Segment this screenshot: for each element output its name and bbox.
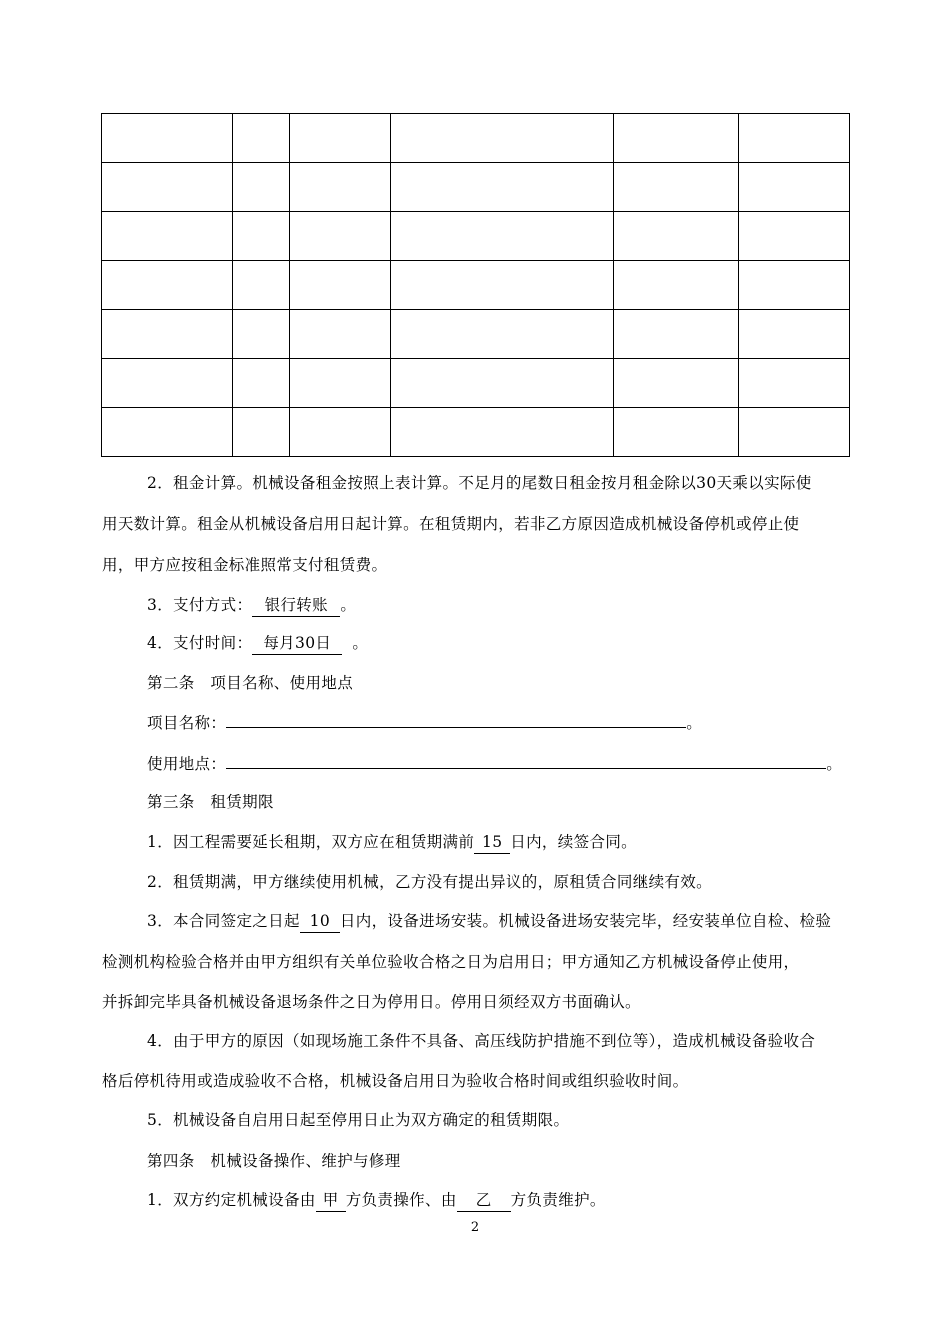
table-cell xyxy=(739,310,850,359)
table-cell xyxy=(102,114,233,163)
article3-item3-post: 日内，设备进场安装。机械设备进场安装完毕，经安装单位自检、检验 xyxy=(339,912,832,930)
article4-item1-mid: 方负责操作、由 xyxy=(345,1191,457,1209)
article3-item5: 5．机械设备自启用日起至停用日止为双方确定的租赁期限。 xyxy=(147,1111,570,1129)
table-cell xyxy=(290,408,391,457)
payment-method xyxy=(102,585,850,627)
table-row xyxy=(102,408,850,457)
table-cell xyxy=(290,310,391,359)
article3-item1 xyxy=(102,822,850,864)
table-cell xyxy=(290,114,391,163)
article3-item3-line1 xyxy=(102,901,850,943)
use-location-blank xyxy=(226,746,826,769)
article3-item4-line2: 格后停机待用或造成验收不合格，机械设备启用日为验收合格时间或组织验收时间。 xyxy=(102,1072,689,1090)
article4-item1 xyxy=(102,1180,850,1222)
article3-item4-line1: 4．由于甲方的原因（如现场施工条件不具备、高压线防护措施不到位等），造成机械设备验收合 xyxy=(147,1032,816,1050)
table-cell xyxy=(614,359,739,408)
payment-time-value: 每月30日 xyxy=(252,632,342,655)
table-cell xyxy=(290,261,391,310)
table-cell xyxy=(739,408,850,457)
table-row xyxy=(102,359,850,408)
article2-heading: 第二条 项目名称、使用地点 xyxy=(147,674,354,692)
payment-time-label: 4．支付时间： xyxy=(147,634,253,652)
table-cell xyxy=(102,163,233,212)
article3-item2: 2．租赁期满，甲方继续使用机械，乙方没有提出异议的，原租赁合同继续有效。 xyxy=(147,873,712,891)
install-days-value: 10 xyxy=(300,910,340,933)
payment-method-end: 。 xyxy=(340,596,357,614)
table-cell xyxy=(391,163,614,212)
table-cell xyxy=(614,114,739,163)
article3-item3-line3: 并拆卸完毕具备机械设备退场条件之日为停用日。停用日须经双方书面确认。 xyxy=(102,993,641,1011)
table-cell xyxy=(739,212,850,261)
article4-heading: 第四条 机械设备操作、维护与修理 xyxy=(147,1152,401,1170)
table-row xyxy=(102,163,850,212)
table-cell xyxy=(391,261,614,310)
table-cell xyxy=(739,114,850,163)
table-cell xyxy=(614,212,739,261)
clause2-line1: 2．租金计算。机械设备租金按照上表计算。不足月的尾数日租金按月租金除以30天乘以实际使 xyxy=(147,474,812,492)
renewal-days-value: 15 xyxy=(474,831,510,854)
use-location-end: 。 xyxy=(826,755,843,773)
article3-item1-post: 日内，续签合同。 xyxy=(510,833,638,851)
project-name-label: 项目名称： xyxy=(147,714,227,732)
table-cell xyxy=(391,212,614,261)
table-cell xyxy=(391,408,614,457)
table-cell xyxy=(290,359,391,408)
table-cell xyxy=(739,359,850,408)
use-location-label: 使用地点： xyxy=(147,755,227,773)
article3-item1-pre: 1．因工程需要延长租期，双方应在租赁期满前 xyxy=(147,833,475,851)
table-cell xyxy=(614,408,739,457)
maintainer-party: 乙 xyxy=(457,1189,511,1212)
table-cell xyxy=(233,359,290,408)
table-cell xyxy=(102,359,233,408)
table-cell xyxy=(102,212,233,261)
table-cell xyxy=(739,163,850,212)
table-row xyxy=(102,261,850,310)
table-cell xyxy=(233,310,290,359)
project-name xyxy=(102,703,850,745)
article3-heading: 第三条 租赁期限 xyxy=(147,793,274,811)
table-cell xyxy=(290,163,391,212)
table-row xyxy=(102,212,850,261)
article3-item3-line2: 检测机构检验合格并由甲方组织有关单位验收合格之日为启用日；甲方通知乙方机械设备停止使用， xyxy=(102,953,800,971)
table-cell xyxy=(290,212,391,261)
table-cell xyxy=(102,261,233,310)
table-cell xyxy=(233,261,290,310)
table-row xyxy=(102,310,850,359)
table-cell xyxy=(233,163,290,212)
project-name-end: 。 xyxy=(686,714,703,732)
project-name-blank xyxy=(226,705,686,728)
table-cell xyxy=(391,359,614,408)
table-row xyxy=(102,114,850,163)
clause2-line2: 用天数计算。租金从机械设备启用日起计算。在租赁期内，若非乙方原因造成机械设备停机或停止使 xyxy=(102,515,800,533)
table-cell xyxy=(614,261,739,310)
table-cell xyxy=(739,261,850,310)
operator-party: 甲 xyxy=(316,1189,346,1212)
use-location xyxy=(102,744,850,786)
payment-method-label: 3．支付方式： xyxy=(147,596,253,614)
table-cell xyxy=(614,310,739,359)
table-cell xyxy=(391,114,614,163)
table-cell xyxy=(233,408,290,457)
payment-time-end: 。 xyxy=(352,634,369,652)
table-cell xyxy=(102,310,233,359)
table-cell xyxy=(391,310,614,359)
table-cell xyxy=(233,114,290,163)
page-number: 2 xyxy=(470,1220,480,1235)
table-cell xyxy=(233,212,290,261)
clause2-line3: 用，甲方应按租金标准照常支付租赁费。 xyxy=(102,556,388,574)
table-cell xyxy=(102,408,233,457)
rental-table xyxy=(101,113,850,457)
payment-time xyxy=(102,623,850,665)
article4-item1-post: 方负责维护。 xyxy=(510,1191,606,1209)
table-cell xyxy=(614,163,739,212)
article3-item3-pre: 3．本合同签定之日起 xyxy=(147,912,300,930)
payment-method-value: 银行转账 xyxy=(252,594,340,617)
article4-item1-pre: 1．双方约定机械设备由 xyxy=(147,1191,316,1209)
